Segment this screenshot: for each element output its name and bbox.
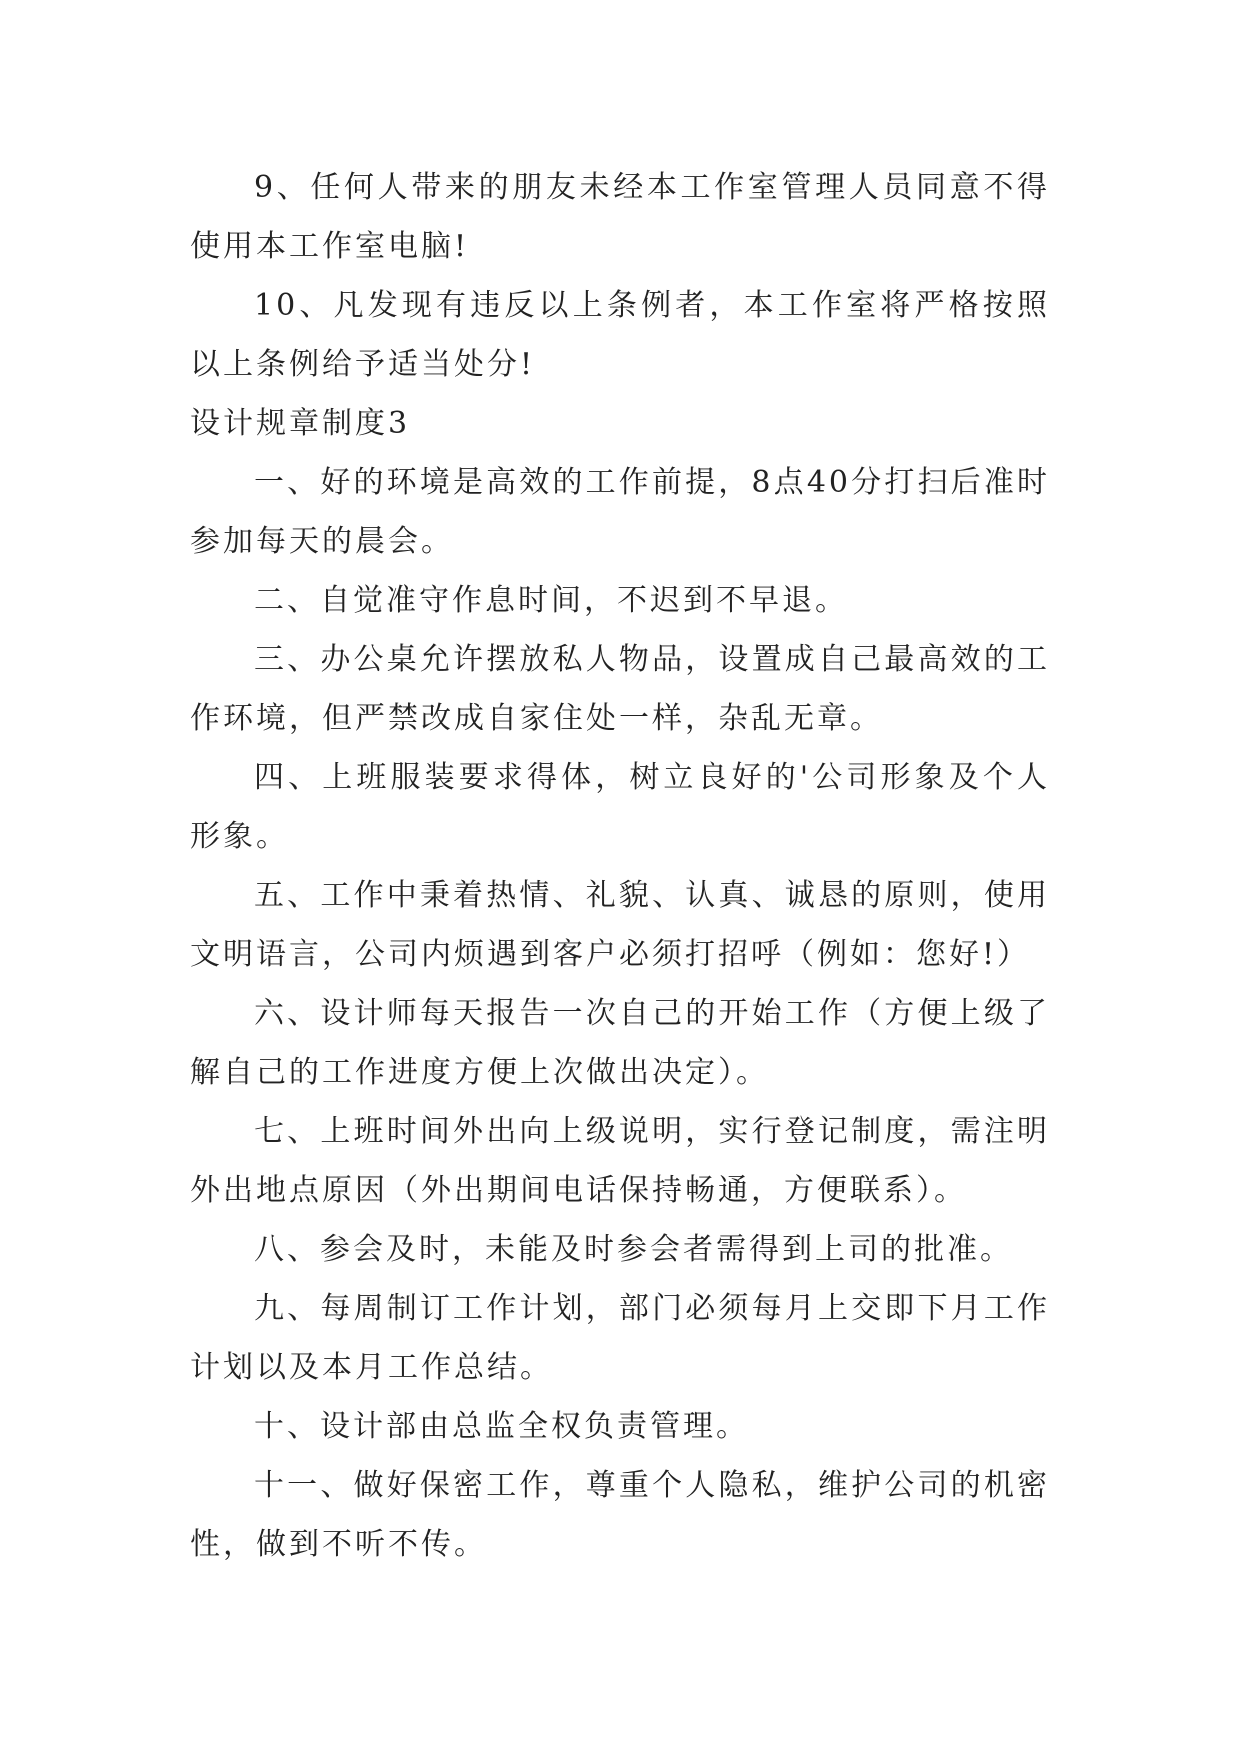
rule-item: 二、自觉准守作息时间，不迟到不早退。 <box>254 583 848 618</box>
rule-item: 一、好的环境是高效的工作前提，8点40分打扫后准时参加每天的晨会。 <box>190 465 1050 559</box>
rule-item: 八、参会及时，未能及时参会者需得到上司的批准。 <box>254 1232 1013 1267</box>
rule-item: 六、设计师每天报告一次自己的开始工作（方便上级了解自己的工作进度方便上次做出决定）。 <box>190 996 1050 1090</box>
rule-item: 四、上班服装要求得体，树立良好的'公司形象及个人形象。 <box>190 760 1050 854</box>
rule-item: 十一、做好保密工作，尊重个人隐私，维护公司的机密性，做到不听不传。 <box>190 1468 1050 1562</box>
section-title: 设计规章制度3 <box>190 406 411 441</box>
rule-item: 十、设计部由总监全权负责管理。 <box>254 1409 749 1444</box>
paragraph-rule-10: 10、凡发现有违反以上条例者，本工作室将严格按照以上条例给予适当处分! <box>190 288 1050 382</box>
paragraph-rule-9: 9、任何人带来的朋友未经本工作室管理人员同意不得使用本工作室电脑! <box>190 170 1050 264</box>
rule-item: 九、每周制订工作计划，部门必须每月上交即下月工作计划以及本月工作总结。 <box>190 1291 1050 1385</box>
document-body <box>190 158 1050 1574</box>
rule-item: 七、上班时间外出向上级说明，实行登记制度，需注明外出地点原因（外出期间电话保持畅通，方便联系）。 <box>190 1114 1050 1208</box>
rule-item: 五、工作中秉着热情、礼貌、认真、诚恳的原则，使用文明语言，公司内烦遇到客户必须打招呼（例如：您好!） <box>190 878 1050 972</box>
rule-item: 三、办公桌允许摆放私人物品，设置成自己最高效的工作环境，但严禁改成自家住处一样，杂乱无章。 <box>190 642 1050 736</box>
